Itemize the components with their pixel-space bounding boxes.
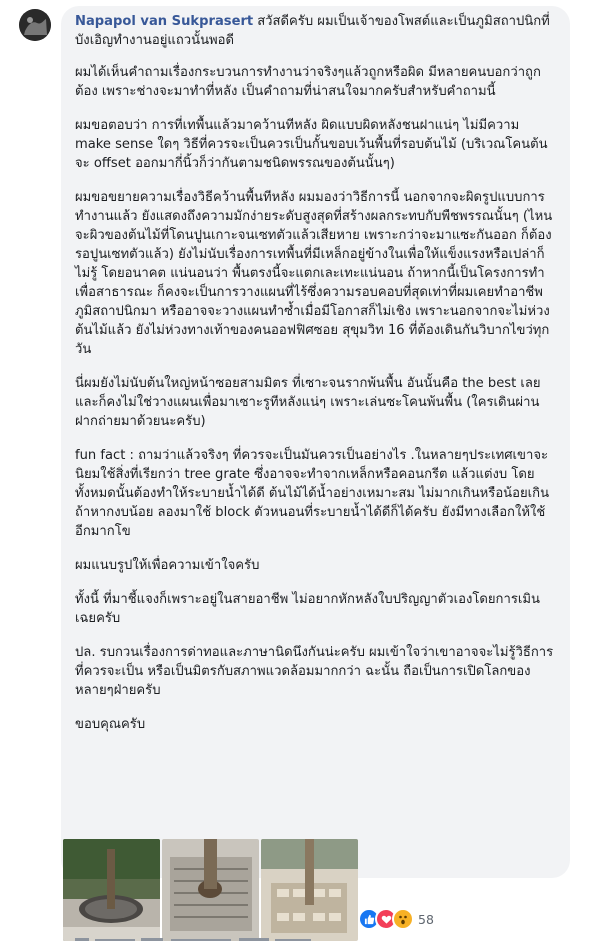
comment-bubble [61,6,570,878]
tree-grate-photo-3-icon [261,839,358,941]
reaction-count: 58 [418,911,434,927]
tree-grate-photo-2-icon [162,839,259,941]
wow-icon [392,908,414,930]
comment-text: สวัสดีครับ ผมเป็นเจ้าของโพสต์และเป็นภูมิสถาปนิกที่บังเอิญทำงานอยู่แถวนั้นพอดี [75,14,550,48]
comment-paragraph: ผมขอขยายความเรื่องวิธีคว้านพื้นทีหลัง ผมมองว่าวิธีการนี้ นอกจากจะผิดรูปแบบการทำงานแล้ว ยังแสดงถึงความมักง่ายระดับสูงสุดที่สร้างผลกระทบกับพืชพรรณนั้นๆ (ไหนจะผิวของต้นไม้ที่โดนปูนเกาะจนเซทตัวแล้วเสียหาย เพราะกว่าจะมาแซะกันออก ก็ต้องรอปูนเซทตัวแล้ว) ยังไม่นับเรื่องการเทพื้นที่มีเหล็กอยู่ข้างในเพื่อให้แข็งแรงหรือเปล่าก็ไม่รู้ โดยอนาคต แน่นอนว่า พื้นตรงนี้จะแตกเละเทะแน่นอน ถ้าหากนี้เป็นโครงการทำเพื่อสาธารณะ ก็คงจะเป็นการวางแผนที่ไร้ซึ่งความรอบคอบที่สุดเท่าที่ผมเคยทำอาชีพภูมิสถาปนิกมา หรืออาจจะวางแผนทำซ้ำเมื่อมีโอกาสก็ไม่เชิง เพราะนอกจากจะไม่ห่วงต้นไม้แล้ว ยังไม่ห่วงทางเท้าของคนออฟฟิศซอย สุขุมวิท 16 ที่ต้องเดินกันวิบากไขว่ทุกวัน [75,190,553,357]
comment-paragraph [75,12,558,50]
comment-paragraph: ผมได้เห็นคำถามเรื่องกระบวนการทำงานว่าจริงๆแล้วถูกหรือผิด มีหลายคนบอกว่าถูกต้อง เพราะช่างจะมาทำที่หลัง เป็นคำถามที่น่าสนใจมากครับสำหรับคำถามนี้ [75,65,541,99]
truncated-text-icon [75,937,315,941]
comment-paragraph: ผมแนบรูปให้เพื่อความเข้าใจครับ [75,558,260,573]
avatar-image [19,9,51,41]
reaction-summary[interactable] [358,908,434,930]
comment-author-name[interactable]: Napapol van Sukprasert [75,14,254,29]
comment-paragraph: fun fact : ถามว่าแล้วจริงๆ ที่ควรจะเป็นมันควรเป็นอย่างไร .ในหลายๆประเทศเขาจะนิยมใช้สิ่งที่เรียกว่า tree grate ซึ่งอาจจะทำจากเหล็กหรือคอนกรีต แล้วแต่งบ โดยทั้งหมดนั้นต้องทำให้ระบายน้ำได้ดี ต้นไม้ได้น้ำอย่างเหมาะสม ไม่มากเกินหรือน้อยเกิน ถ้าหากงบน้อย ลองมาใช้ block ตัวหนอนที่ระบายน้ำได้ดีก็ได้ครับ ยังมีทางเลือกให้ใช้อีกมากโข [75,448,550,539]
commenter-avatar[interactable] [19,9,51,41]
comment-paragraph: ปล. รบกวนเรื่องการด่าทอและภาษานิดนึงกันน่ะครับ ผมเข้าใจว่าเขาอาจจะไม่รู้วิธีการที่ควรจะเป็น หรือเป็นมิตรกับสภาพแวดล้อมมากกว่า ฉะนั้น ถือเป็นการเปิดโลกของหลายๆฝ่ายครับ [75,645,554,698]
comment-paragraph: นี่ผมยังไม่นับต้นใหญ่หน้าซอยสามมิตร ที่เซาะจนรากพ้นพื้น อันนั้นคือ the best เลย และก็คงไม่ใช่วางแผนเพื่อมาเซาะรูทีหลังแน่ๆ เพราะเล่นซะโคนพ้นพื้น (ใครเดินผ่าน ฝากถ่ายมาด้วยนะครับ) [75,376,541,429]
comment-paragraph: ทั้งนี้ ที่มาชี้แจงก็เพราะอยู่ในสายอาชีพ ไม่อยากหักหลังใบปริญญาตัวเองโดยการเมินเฉยครับ [75,592,540,626]
comment-paragraph: ขอบคุณครับ [75,717,146,732]
comment-paragraph: ผมขอตอบว่า การที่เทพื้นแล้วมาคว้านทีหลัง ผิดแบบผิดหลังชนฝาแน่ๆ ไม่มีความ make sense ใดๆ วิธีที่ควรจะเป็นควรเป็นกั้นขอบเว้นพื้นที่รอบต้นไม้ (บริเวณโคนต้น จะ offset ออกมากี่นิ้วก็ว่ากันตามชนิดพรรณของต้นนั้นๆ) [75,118,548,171]
attached-photos [63,839,358,941]
attached-photo-2[interactable] [162,839,259,941]
next-comment-partial [75,934,315,941]
tree-grate-photo-1-icon [63,839,160,941]
attached-photo-3[interactable] [261,839,358,941]
attached-photo-1[interactable] [63,839,160,941]
